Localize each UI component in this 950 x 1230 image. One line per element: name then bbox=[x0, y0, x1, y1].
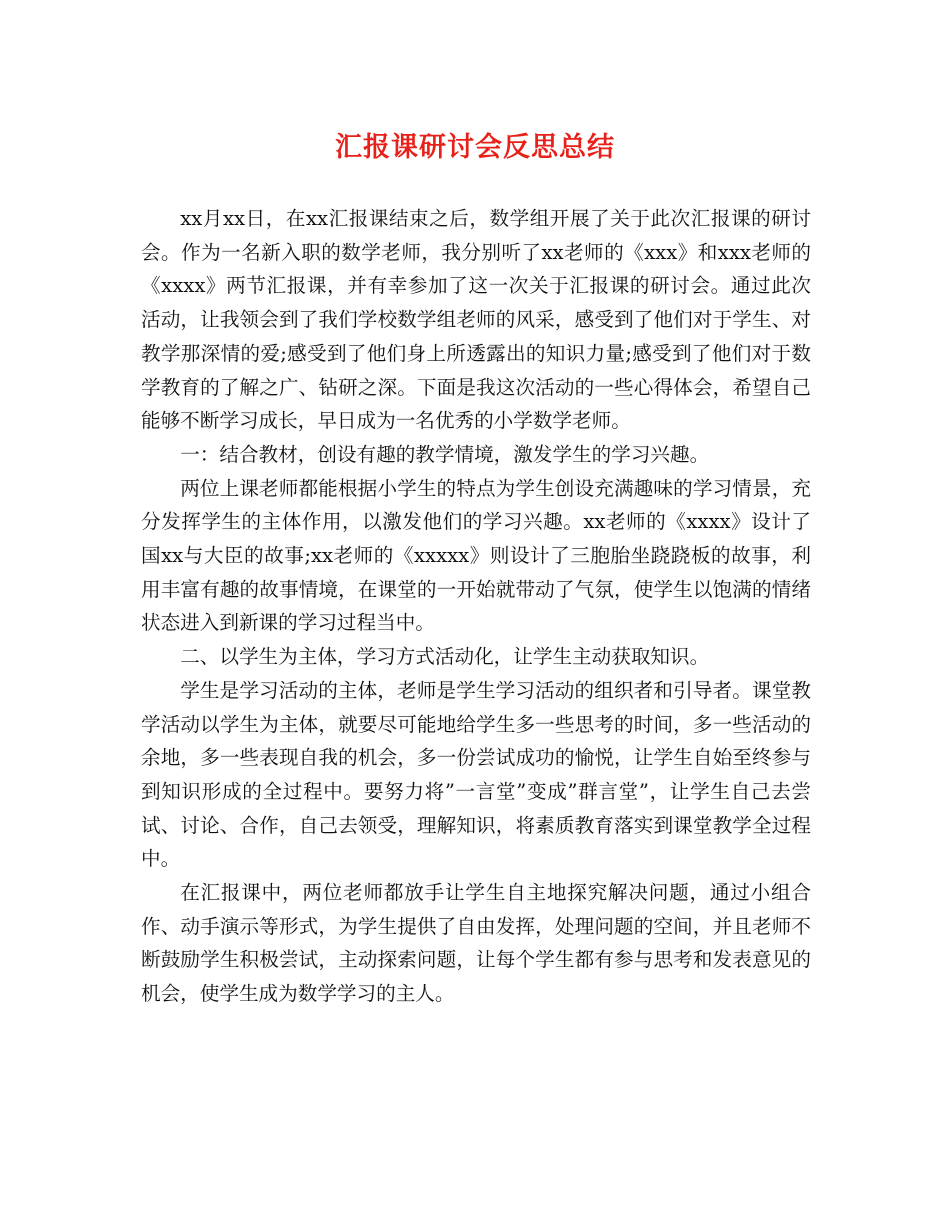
document-title: 汇报课研讨会反思总结 bbox=[335, 132, 615, 163]
paragraph-section-2-detail: 在汇报课中，两位老师都放手让学生自主地探究解决问题，通过小组合作、动手演示等形式，为学生提供了自由发挥，处理问题的空间，并且老师不断鼓励学生积极尝试，主动探索问题，让每个学生都有参与思考和发表意见的机会，使学生成为数学学习的主人。 bbox=[141, 881, 811, 1006]
paragraph-section-2: 学生是学习活动的主体，老师是学生学习活动的组织者和引导者。课堂教学活动以学生为主体，就要尽可能地给学生多一些思考的时间，多一些活动的余地，多一些表现自我的机会，多一份尝试成功的愉悦，让学生自始至终参与到知识形成的全过程中。要努力将”一言堂”变成”群言堂”，让学生自己去尝试、讨论、合作，自己去领受，理解知识，将素质教育落实到课堂教学全过程中。 bbox=[141, 678, 811, 871]
document-body bbox=[141, 202, 811, 1011]
section-heading-2: 二、以学生为主体，学习方式活动化，让学生主动获取知识。 bbox=[180, 645, 710, 669]
section-heading-1: 一：结合教材，创设有趣的教学情境，激发学生的学习兴趣。 bbox=[180, 442, 710, 466]
paragraph-intro: xx月xx日，在xx汇报课结束之后，数学组开展了关于此次汇报课的研讨会。作为一名新入职的数学老师，我分别听了xx老师的《xxx》和xxx老师的《xxxx》两节汇报课，并有幸参加了这一次关于汇报课的研讨会。通过此次活动，让我领会到了我们学校数学组老师的风采，感受到了他们对于学生、对教学那深情的爱;感受到了他们身上所透露出的知识力量;感受到了他们对于数学教育的了解之广、钻研之深。下面是我这次活动的一些心得体会，希望自己能够不断学习成长，早日成为一名优秀的小学数学老师。 bbox=[141, 207, 811, 433]
paragraph-section-1: 两位上课老师都能根据小学生的特点为学生创设充满趣味的学习情景，充分发挥学生的主体作用，以激发他们的学习兴趣。xx老师的《xxxx》设计了国xx与大臣的故事;xx老师的《xxxxx》则设计了三胞胎坐跷跷板的故事，利用丰富有趣的故事情境，在课堂的一开始就带动了气氛，使学生以饱满的情绪状态进入到新课的学习过程当中。 bbox=[141, 476, 811, 635]
